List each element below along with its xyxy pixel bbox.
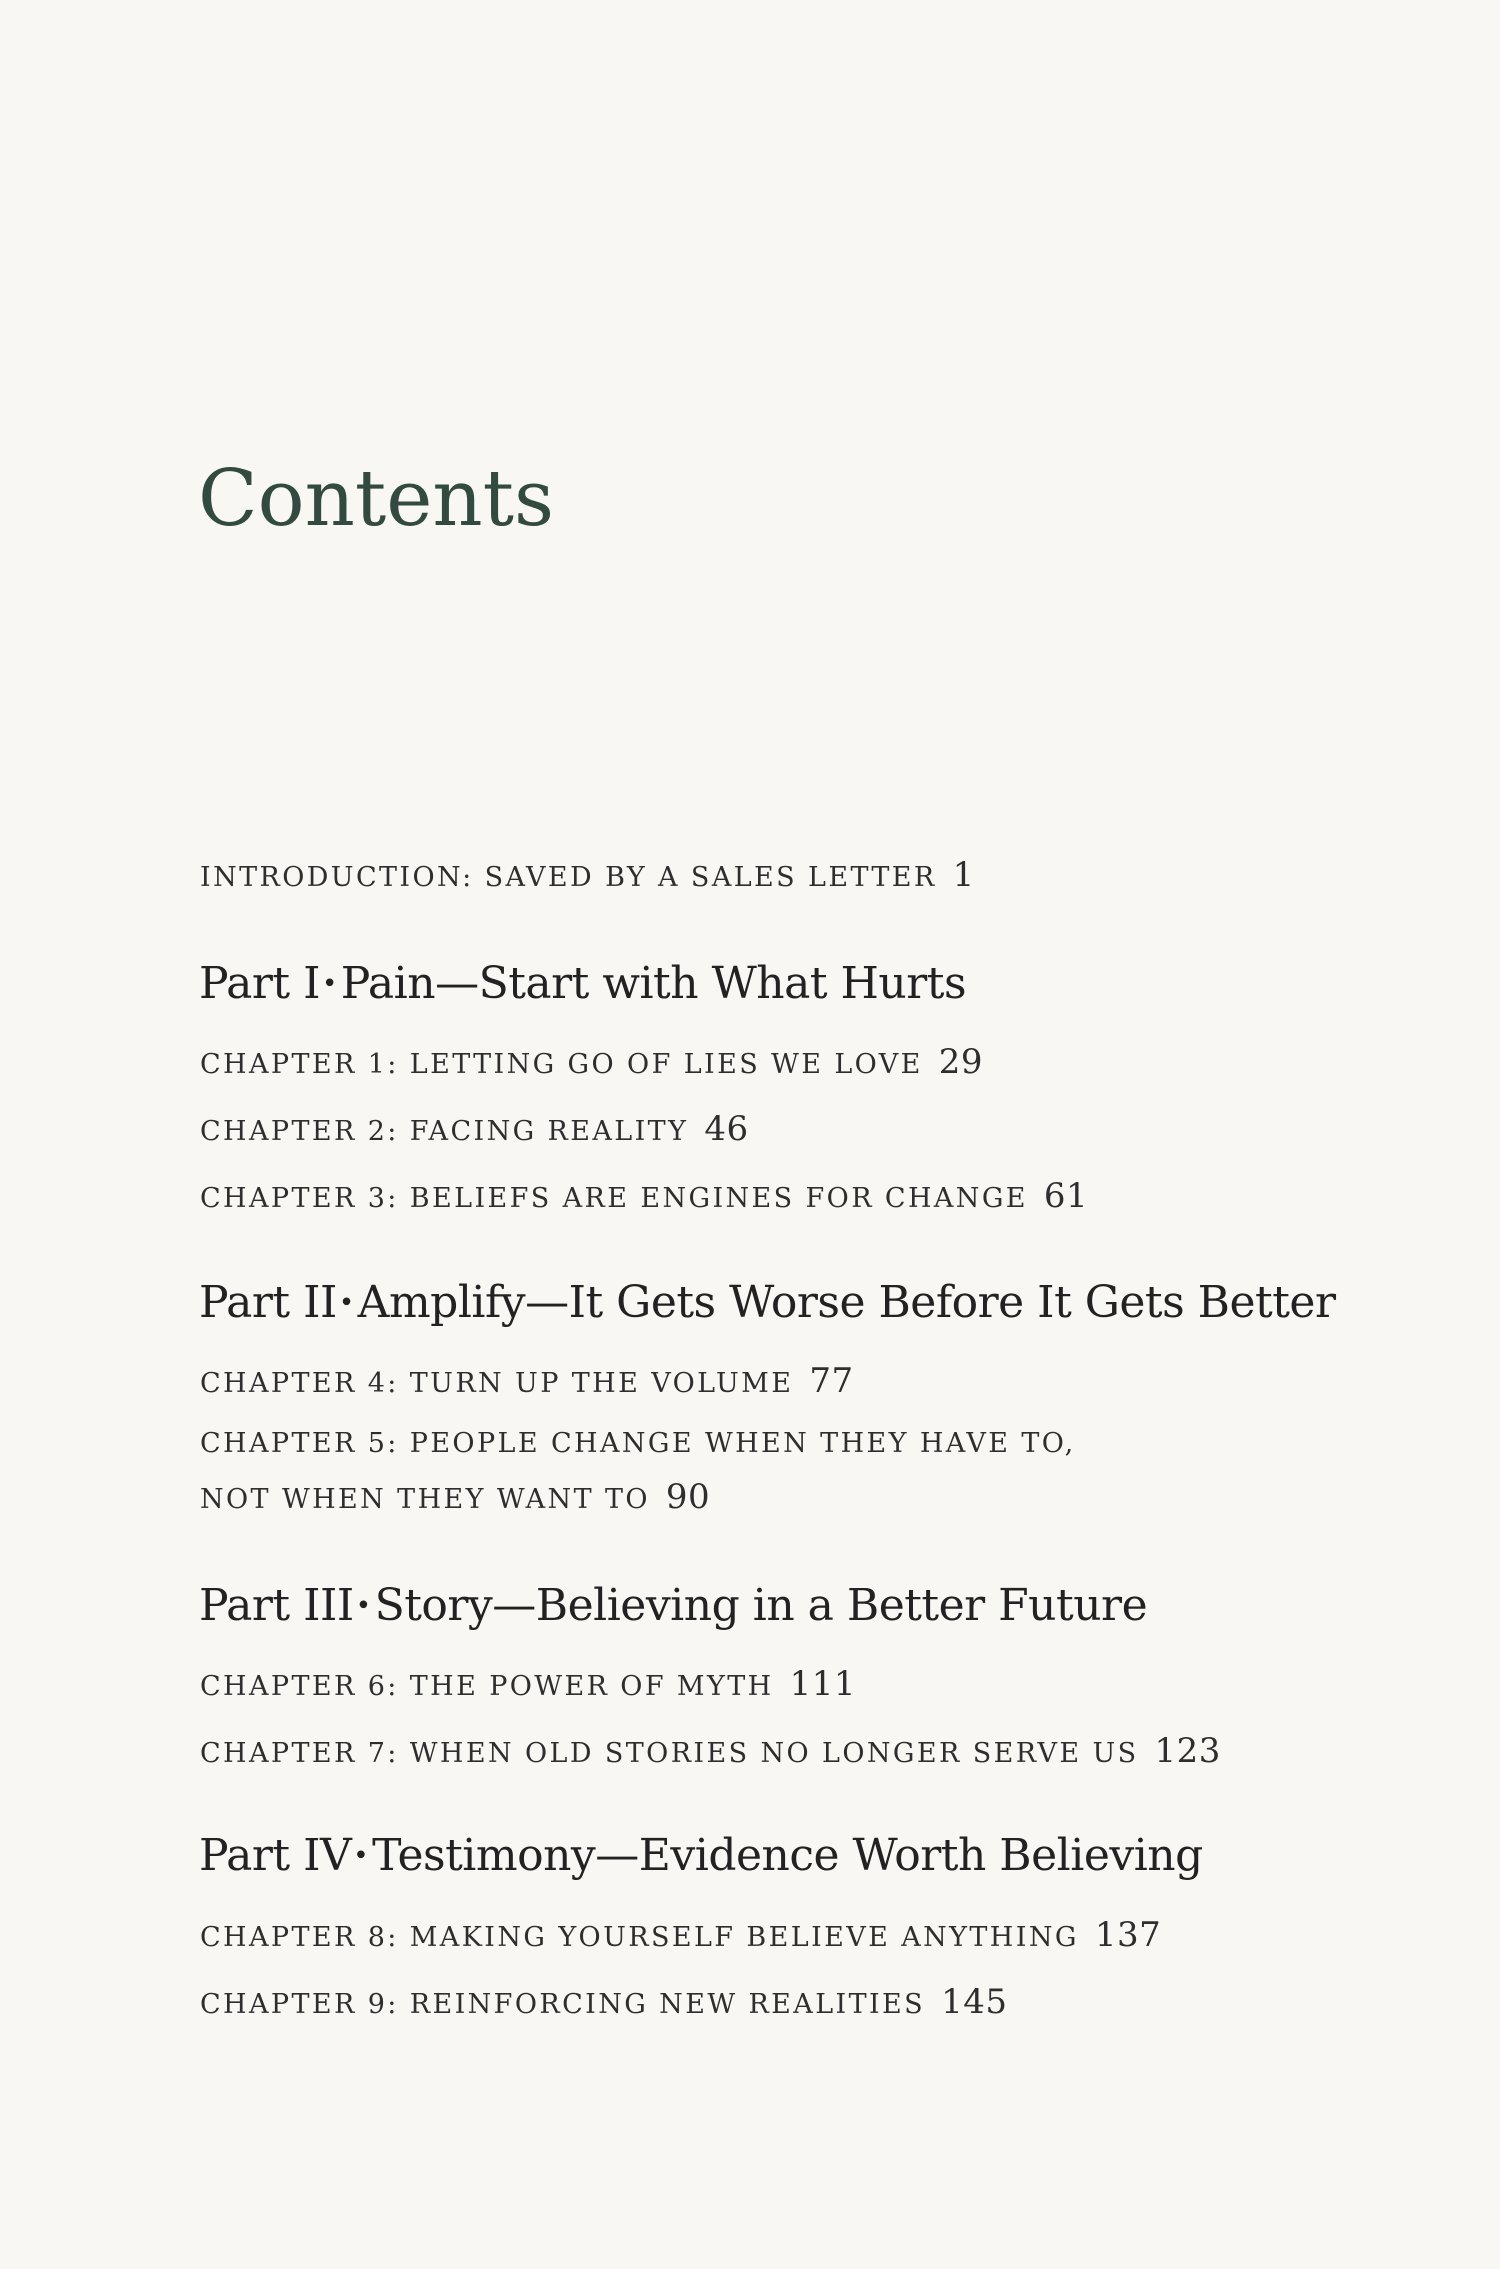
part-number: Part III (199, 1580, 354, 1631)
toc-entry-label: CHAPTER 6: THE POWER OF MYTH (200, 1671, 774, 1702)
toc-entry-chapter-8[interactable] (200, 1915, 1162, 1955)
separator-dot: • (355, 1591, 371, 1621)
toc-entry-chapter-3[interactable] (200, 1176, 1089, 1216)
toc-entry-chapter-1[interactable] (200, 1042, 983, 1082)
toc-entry-chapter-5-line-1[interactable] (200, 1430, 1076, 1457)
part-number: Part IV (199, 1830, 352, 1881)
toc-entry-page: 1 (952, 855, 975, 895)
toc-entry-page: 90 (665, 1477, 711, 1517)
toc-part-heading-1[interactable] (199, 958, 967, 1009)
toc-entry-page: 77 (809, 1361, 854, 1401)
part-number: Part I (199, 958, 320, 1009)
toc-entry-introduction[interactable] (200, 855, 975, 895)
part-title: Testimony—Evidence Worth Believing (372, 1830, 1203, 1881)
toc-entry-page: 145 (941, 1982, 1008, 2022)
part-number: Part II (199, 1277, 337, 1328)
toc-entry-page: 137 (1094, 1915, 1162, 1955)
toc-entry-label: CHAPTER 8: MAKING YOURSELF BELIEVE ANYTHING (200, 1922, 1079, 1953)
part-title: Amplify—It Gets Worse Before It Gets Better (357, 1277, 1336, 1328)
separator-dot: • (338, 1288, 354, 1318)
toc-entry-chapter-6[interactable] (200, 1664, 856, 1704)
toc-entry-page: 123 (1154, 1731, 1221, 1771)
toc-entry-page: 46 (704, 1109, 749, 1149)
toc-entry-label: CHAPTER 5: PEOPLE CHANGE WHEN THEY HAVE TO, (200, 1428, 1076, 1459)
toc-entry-chapter-9[interactable] (200, 1982, 1008, 2022)
toc-entry-label: CHAPTER 4: TURN UP THE VOLUME (200, 1368, 794, 1399)
page-title: Contents (198, 454, 554, 544)
toc-entry-page: 61 (1043, 1176, 1089, 1216)
toc-part-heading-4[interactable] (199, 1830, 1203, 1881)
toc-entry-page: 29 (938, 1042, 983, 1082)
toc-entry-chapter-5-line-2[interactable] (200, 1477, 711, 1517)
toc-entry-label: CHAPTER 9: REINFORCING NEW REALITIES (200, 1989, 926, 2020)
toc-entry-chapter-2[interactable] (200, 1109, 749, 1149)
toc-entry-label: CHAPTER 7: WHEN OLD STORIES NO LONGER SERVE US (200, 1738, 1139, 1769)
toc-part-heading-3[interactable] (199, 1580, 1148, 1631)
toc-entry-label: CHAPTER 3: BELIEFS ARE ENGINES FOR CHANGE (200, 1183, 1028, 1214)
toc-entry-label: NOT WHEN THEY WANT TO (200, 1484, 650, 1515)
separator-dot: • (353, 1841, 369, 1871)
separator-dot: • (321, 969, 337, 999)
toc-entry-chapter-4[interactable] (200, 1361, 854, 1401)
toc-entry-label: CHAPTER 2: FACING REALITY (200, 1116, 689, 1147)
toc-entry-chapter-7[interactable] (200, 1731, 1221, 1771)
toc-entry-label: INTRODUCTION: SAVED BY A SALES LETTER (200, 862, 937, 893)
toc-part-heading-2[interactable] (199, 1277, 1336, 1328)
toc-entry-label: CHAPTER 1: LETTING GO OF LIES WE LOVE (200, 1049, 923, 1080)
toc-entry-page: 111 (789, 1664, 856, 1704)
part-title: Pain—Start with What Hurts (340, 958, 967, 1009)
part-title: Story—Believing in a Better Future (374, 1580, 1148, 1631)
